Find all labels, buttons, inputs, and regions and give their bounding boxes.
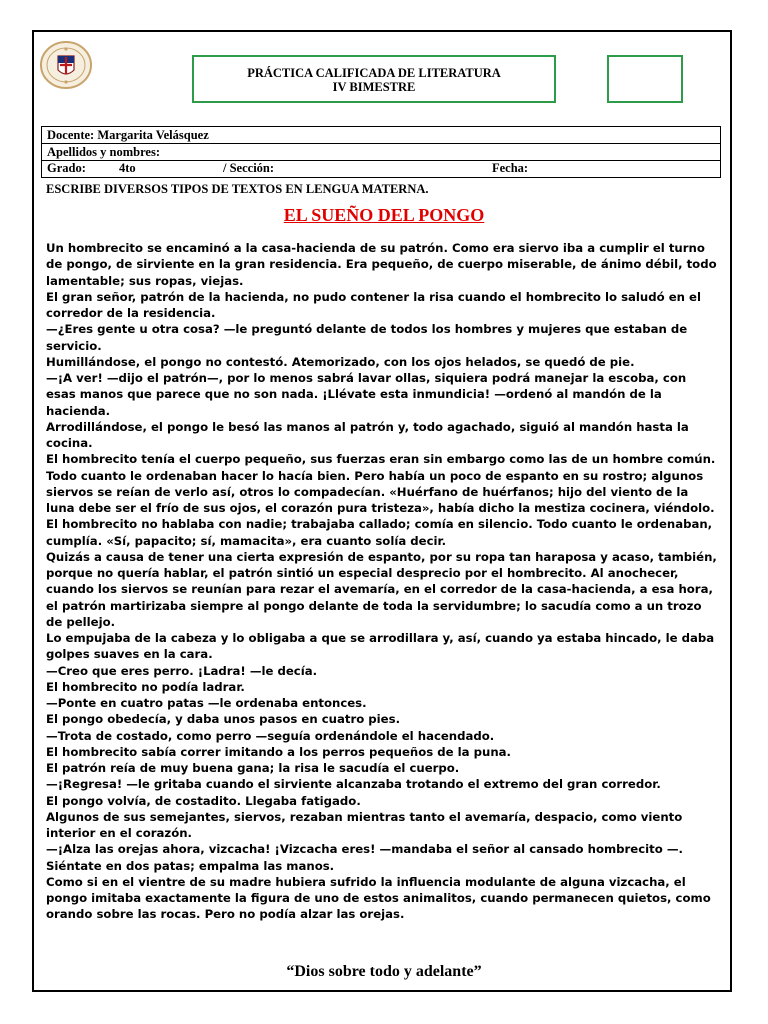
grade-label: Grado:	[47, 161, 86, 175]
story-paragraph: —¡Regresa! —le gritaba cuando el sirviente alcanzaba trotando el extremo del gran corredor.	[46, 777, 661, 792]
story-paragraph: El pongo obedecía, y daba unos pasos en cuatro pies.	[46, 712, 401, 727]
exam-title: PRÁCTICA CALIFICADA DE LITERATURA	[247, 66, 501, 80]
story-paragraph: Quizás a causa de tener una cierta expresión de espanto, por su ropa tan haraposa y acaso, también, porque no quería hablar, el patrón sintió un especial desprecio por el hombrecito. Al anochecer, cuando los siervos se reunían para rezar el avemaría, en el corredor de la casa-hacienda, a esa hora, el patrón martirizaba siempre al pongo delante de toda la servidumbre; lo sacudía como a un trozo de pellejo.	[46, 549, 717, 629]
competence-statement: ESCRIBE DIVERSOS TIPOS DE TEXTOS EN LENGUA MATERNA.	[46, 182, 429, 196]
story-paragraph: Algunos de sus semejantes, siervos, rezaban mientras tanto el avemaría, despacio, como viento interior en el corazón.	[46, 809, 683, 840]
section-field[interactable]: / Sección:	[223, 161, 275, 175]
story-paragraph: —Creo que eres perro. ¡Ladra! —le decía.	[46, 663, 318, 678]
exam-period: IV BIMESTRE	[332, 80, 416, 94]
story-paragraph: El hombrecito sabía correr imitando a los perros pequeños de la puna.	[46, 744, 511, 759]
exam-title-box	[192, 55, 556, 103]
story-paragraph: —¿Eres gente u otra cosa? —le preguntó delante de todos los hombres y mujeres que estaban de servicio.	[46, 322, 688, 353]
story-paragraph: El pongo volvía, de costadito. Llegaba fatigado.	[46, 793, 361, 808]
date-field[interactable]: Fecha:	[492, 161, 529, 175]
story-paragraph: El gran señor, patrón de la hacienda, no pudo contener la risa cuando el hombrecito lo saludó en el corredor de la residencia.	[46, 289, 701, 320]
teacher-cell: Docente: Margarita Velásquez	[42, 127, 721, 144]
story-paragraph: —Trota de costado, como perro —seguía ordenándole el hacendado.	[46, 728, 495, 743]
story-paragraph: Un hombrecito se encaminó a la casa-hacienda de su patrón. Como era siervo iba a cumplir el turno de pongo, de sirviente en la gran residencia. Era pequeño, de cuerpo miserable, de ánimo débil, todo lamentable; sus ropas, viejas.	[46, 241, 717, 288]
story-paragraph: —Ponte en cuatro patas —le ordenaba entonces.	[46, 696, 367, 710]
story-paragraph: Humillándose, el pongo no contestó. Atemorizado, con los ojos helados, se quedó de pie.	[46, 354, 635, 369]
school-motto: “Dios sobre todo y adelante”	[286, 963, 482, 980]
story-paragraph: Como si en el vientre de su madre hubiera sufrido la influencia modulante de alguna vizcacha, el pongo imitaba exactamente la figura de uno de estos animalitos, cuando permanecen quietos, como orando sobre las rocas. Pero no podía alzar las orejas.	[46, 874, 711, 922]
student-name-field[interactable]: Apellidos y nombres:	[42, 144, 721, 161]
story-paragraph: Lo empujaba de la cabeza y lo obligaba a que se arrodillara y, así, cuando ya estaba hincado, le daba golpes suaves en la cara.	[46, 631, 715, 662]
student-name-row	[42, 144, 721, 161]
story-title: EL SUEÑO DEL PONGO	[283, 205, 485, 225]
story-paragraph: —¡Alza las orejas ahora, vizcacha! ¡Vizcacha eres! —mandaba el señor al cansado hombrecito —. Siéntate en dos patas; empalma las manos.	[46, 842, 683, 873]
teacher-row	[42, 127, 721, 144]
story-paragraph: —¡A ver! —dijo el patrón—, por lo menos sabrá lavar ollas, siquiera podrá manejar la escoba, con esas manos que parece que no son nada. ¡Llévate esta inmundicia! —ordenó al mandón de la hacienda.	[46, 371, 687, 418]
story-paragraph: El patrón reía de muy buena gana; la risa le sacudía el cuerpo.	[46, 761, 460, 775]
story-paragraph: El hombrecito tenía el cuerpo pequeño, sus fuerzas eran sin embargo como las de un hombre común. Todo cuanto le ordenaban hacer lo hacía bien. Pero había un poco de espanto en su rostro; algunos siervos se reían de verlo así, otros lo compadecían. «Huérfano de huérfanos; hijo del viento de la luna debe ser el frío de sus ojos, el corazón pura tristeza», había dicho la mestiza cocinera, viéndolo.	[46, 452, 716, 515]
grade-value: 4to	[119, 161, 136, 175]
school-crest-icon	[38, 40, 94, 90]
story-paragraph: El hombrecito no podía ladrar.	[46, 679, 245, 694]
story-paragraph: Arrodillándose, el pongo le besó las manos al patrón y, todo agachado, siguió al mandón hasta la cocina.	[46, 419, 689, 450]
story-text	[46, 240, 718, 923]
story-paragraph: El hombrecito no hablaba con nadie; trabajaba callado; comía en silencio. Todo cuanto le ordenaban, cumplía. «Sí, papacito; sí, mamacita», era cuanto solía decir.	[46, 517, 713, 548]
student-info-table	[41, 126, 721, 178]
grade-row	[42, 161, 721, 178]
score-box	[607, 55, 683, 103]
